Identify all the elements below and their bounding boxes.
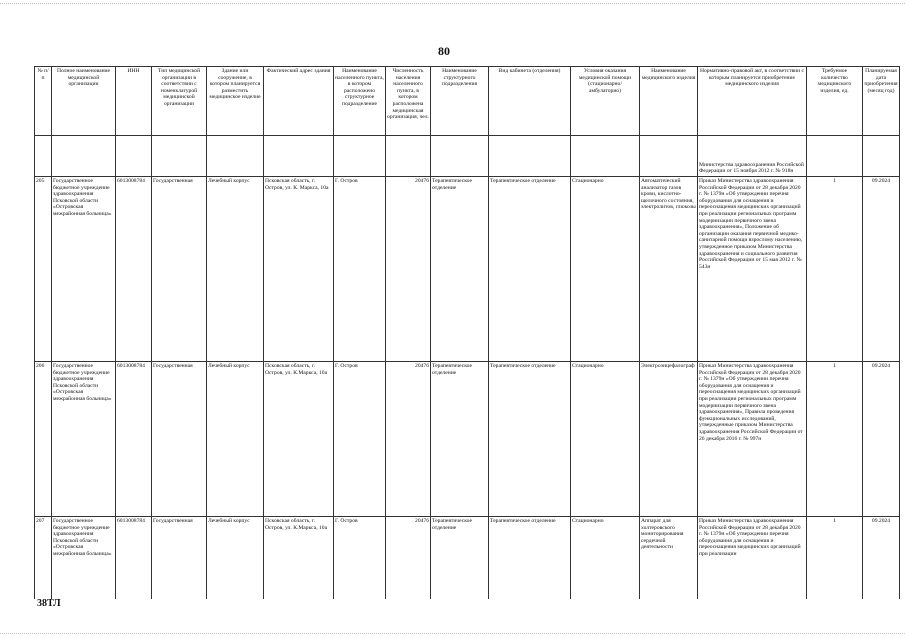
population: 20476 — [386, 362, 431, 517]
locality: Г. Остров — [334, 177, 386, 362]
col-header-locality: Наименование населенного пункта, в котором расположено структурное подразделение — [334, 67, 386, 136]
purchase-date: 09.2024 — [863, 362, 900, 517]
row-num: 205 — [35, 177, 52, 362]
quantity: 1 — [807, 362, 863, 517]
continuation-text: Министерства здравоохранения Российской Федерации от 15 ноября 2012 г. № 918н — [698, 136, 807, 177]
org-name: Государственное бюджетное учреждение здравоохранения Псковской области «Островская межрайонная больница» — [52, 362, 116, 517]
inn: 6013008784 — [116, 362, 152, 517]
cabinet: Терапевтическое отделение — [489, 517, 571, 600]
table-row — [35, 177, 900, 362]
locality: Г. Остров — [334, 517, 386, 600]
col-header-conditions: Условия оказания медицинской помощи (стационарно/ амбулаторно) — [571, 67, 640, 136]
legal-act: Приказ Министерства здравоохранения Российской Федерации от 28 декабря 2020 г. № 1379н «Об утверждении перечня оборудования для оснащения и переоснащения медицинских организаций при реализации региональных программ модернизации первичного звена здравоохранения», Правила проведения функциональных исследований, утвержденные приказом Министерства здравоохранения Российской Федерации от 26 декабря 2016 г. № 997н — [698, 362, 807, 517]
device: Автоматический анализатор газов крови, кислотно-щелочного состояния, электролитов, глюкозы — [640, 177, 698, 362]
table-row — [35, 517, 900, 600]
row-num: 206 — [35, 362, 52, 517]
header-row — [35, 67, 900, 136]
legal-act: Приказ Министерства здравоохранения Российской Федерации от 28 декабря 2020 г. № 1379н «Об утверждении перечня оборудования для оснащения и переоснащения медицинских организаций при реализации — [698, 517, 807, 600]
equipment-table — [34, 66, 900, 599]
device: Аппарат для холтеровского мониторирования сердечной деятельности — [640, 517, 698, 600]
conditions: Стационарно — [571, 177, 640, 362]
population: 20476 — [386, 517, 431, 600]
col-header-population: Численность населения населенного пункта, в котором расположена медицинская организация, чел. — [386, 67, 431, 136]
scan-bottom-edge — [0, 633, 905, 634]
building: Лечебный корпус — [207, 362, 264, 517]
legal-act: Приказ Министерства здравоохранения Российской Федерации от 28 декабря 2020 г. № 1379н «Об утверждении перечня оборудования для оснащения и переоснащения медицинских организаций при реализации региональных программ модернизации первичного звена здравоохранения», Положение об организации оказания первичной медико-санитарной помощи взрослому населению, утвержденное приказом Министерства здравоохранения и социального развития Российской Федерации от 15 мая 2012 г. № 543н — [698, 177, 807, 362]
device: Электроэнцефалограф — [640, 362, 698, 517]
table-row — [35, 362, 900, 517]
unit: Терапевтическое отделение — [431, 517, 489, 600]
col-header-org: Полное наименование медицинской организации — [52, 67, 116, 136]
continuation-row — [35, 136, 900, 177]
col-header-inn: ИНН — [116, 67, 152, 136]
population: 20476 — [386, 177, 431, 362]
org-type: Государственная — [152, 362, 207, 517]
scan-top-edge — [0, 3, 905, 4]
col-header-building: Здание или сооружение, в котором планируется разместить медицинское изделие — [207, 67, 264, 136]
building: Лечебный корпус — [207, 177, 264, 362]
conditions: Стационарно — [571, 362, 640, 517]
cabinet: Терапевтическое отделение — [489, 177, 571, 362]
org-type: Государственная — [152, 517, 207, 600]
inn: 6013008784 — [116, 517, 152, 600]
org-type: Государственная — [152, 177, 207, 362]
page-number: 80 — [438, 44, 450, 58]
building: Лечебный корпус — [207, 517, 264, 600]
locality: Г. Остров — [334, 362, 386, 517]
col-header-date: Планируемая дата приобретения (месяц год) — [863, 67, 900, 136]
col-header-device: Наименование медицинского изделия — [640, 67, 698, 136]
purchase-date: 09.2024 — [863, 177, 900, 362]
unit: Терапевтическое отделение — [431, 177, 489, 362]
col-header-act: Нормативно-правовой акт, в соответствии с которым планируется приобретение медицинского изделия — [698, 67, 807, 136]
col-header-cabinet: Вид кабинета (отделения) — [489, 67, 571, 136]
row-num: 207 — [35, 517, 52, 600]
address: Псковская область, г. Остров, ул. К. Маркса, 10а — [264, 177, 334, 362]
col-header-unit: Наименование структурного подразделения — [431, 67, 489, 136]
quantity: 1 — [807, 517, 863, 600]
address: Псковская область, г. Остров, ул. К.Маркса, 10а — [264, 517, 334, 600]
quantity: 1 — [807, 177, 863, 362]
unit: Терапевтическое отделение — [431, 362, 489, 517]
org-name: Государственное бюджетное учреждение здравоохранения Псковской области «Островская межрайонная больница» — [52, 517, 116, 600]
conditions: Стационарно — [571, 517, 640, 600]
cabinet: Терапевтическое отделение — [489, 362, 571, 517]
col-header-address: Фактический адрес здания — [264, 67, 334, 136]
col-header-type: Тип медицинской организации в соответствии с номенклатурой медицинской организации — [152, 67, 207, 136]
org-name: Государственное бюджетное учреждение здравоохранения Псковской области «Островская межрайонная больница» — [52, 177, 116, 362]
col-header-qty: Требуемое количество медицинского изделия, ед. — [807, 67, 863, 136]
inn: 6013008784 — [116, 177, 152, 362]
col-header-num: № п/п — [35, 67, 52, 136]
address: Псковская область, г. Остров, ул. К.Маркса, 10а — [264, 362, 334, 517]
footer-code: 38ТЛ — [37, 598, 61, 609]
purchase-date: 09.2024 — [863, 517, 900, 600]
